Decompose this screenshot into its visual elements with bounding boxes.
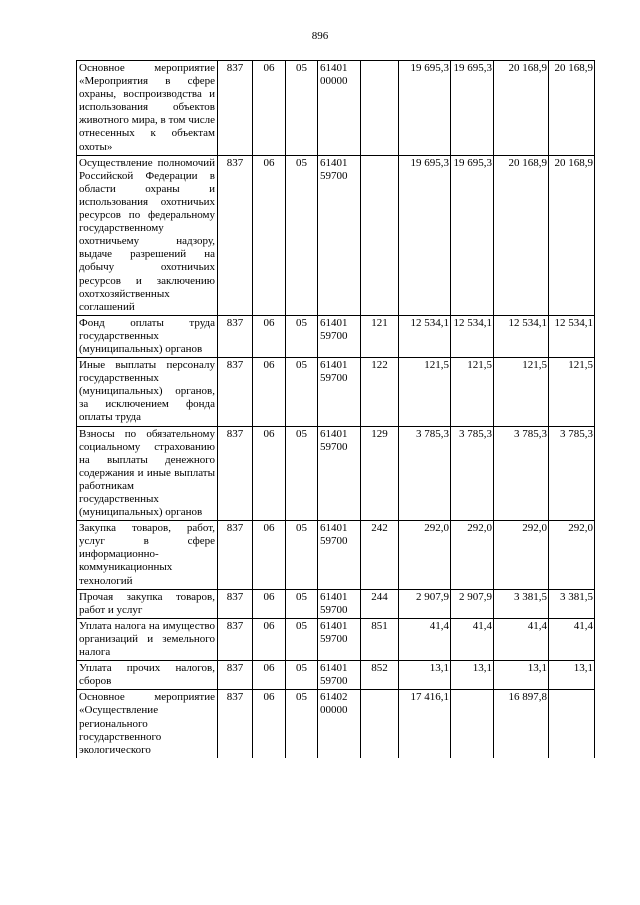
section-code-cell: 06 xyxy=(253,155,286,315)
subsection-code-cell: 05 xyxy=(286,426,318,521)
expense-type-cell xyxy=(361,155,399,315)
expense-type-cell xyxy=(361,61,399,156)
amount-cell-3: 16 897,8 xyxy=(494,690,549,758)
target-article-cell: 61401 59700 xyxy=(318,426,361,521)
target-article-cell: 61401 59700 xyxy=(318,661,361,690)
row-name-cell: Уплата налога на имущество организаций и земельного налога xyxy=(77,618,218,660)
subsection-code-cell: 05 xyxy=(286,589,318,618)
table-row xyxy=(77,358,595,426)
amount-cell-3: 41,4 xyxy=(494,618,549,660)
amount-cell-3: 3 785,3 xyxy=(494,426,549,521)
grbs-code-cell: 837 xyxy=(218,521,253,589)
section-code-cell: 06 xyxy=(253,521,286,589)
amount-cell-2: 19 695,3 xyxy=(451,61,494,156)
table-row xyxy=(77,155,595,315)
target-article-cell: 61401 59700 xyxy=(318,155,361,315)
amount-cell-3: 3 381,5 xyxy=(494,589,549,618)
subsection-code-cell: 05 xyxy=(286,661,318,690)
target-article-cell: 61401 59700 xyxy=(318,618,361,660)
row-name-cell: Взносы по обязательному социальному страхованию на выплаты денежного содержания и иные выплаты работникам государственных (муниципальных) органов xyxy=(77,426,218,521)
expense-type-cell: 244 xyxy=(361,589,399,618)
target-article-cell: 61401 59700 xyxy=(318,521,361,589)
expense-type-cell: 121 xyxy=(361,315,399,357)
amount-cell-1: 12 534,1 xyxy=(399,315,451,357)
section-code-cell: 06 xyxy=(253,426,286,521)
amount-cell-3: 292,0 xyxy=(494,521,549,589)
subsection-code-cell: 05 xyxy=(286,61,318,156)
expense-type-cell: 122 xyxy=(361,358,399,426)
row-name-cell: Прочая закупка товаров, работ и услуг xyxy=(77,589,218,618)
subsection-code-cell: 05 xyxy=(286,690,318,758)
section-code-cell: 06 xyxy=(253,61,286,156)
amount-cell-2: 292,0 xyxy=(451,521,494,589)
subsection-code-cell: 05 xyxy=(286,358,318,426)
section-code-cell: 06 xyxy=(253,315,286,357)
section-code-cell: 06 xyxy=(253,589,286,618)
target-article-cell: 61401 59700 xyxy=(318,358,361,426)
grbs-code-cell: 837 xyxy=(218,61,253,156)
table-row xyxy=(77,426,595,521)
section-code-cell: 06 xyxy=(253,661,286,690)
row-name-cell: Уплата прочих налогов, сборов xyxy=(77,661,218,690)
amount-cell-4: 20 168,9 xyxy=(549,155,595,315)
amount-cell-1: 13,1 xyxy=(399,661,451,690)
amount-cell-1: 41,4 xyxy=(399,618,451,660)
table-row xyxy=(77,61,595,156)
target-article-cell: 61401 00000 xyxy=(318,61,361,156)
expense-type-cell xyxy=(361,690,399,758)
target-article-cell: 61401 59700 xyxy=(318,589,361,618)
expense-type-cell: 851 xyxy=(361,618,399,660)
row-name-cell: Иные выплаты персоналу государственных (муниципальных) органов, за исключением фонда оплаты труда xyxy=(77,358,218,426)
table-row xyxy=(77,618,595,660)
row-name-cell: Осуществление полномочий Российской Федерации в области охраны и использования охотничьих ресурсов по федеральному государственному охотничьему надзору, выдаче разрешений на добычу охотничьих ресурсов и заключению охотхозяйственных соглашений xyxy=(77,155,218,315)
target-article-cell: 61402 00000 xyxy=(318,690,361,758)
expense-type-cell: 242 xyxy=(361,521,399,589)
grbs-code-cell: 837 xyxy=(218,618,253,660)
table-row xyxy=(77,661,595,690)
grbs-code-cell: 837 xyxy=(218,426,253,521)
amount-cell-1: 19 695,3 xyxy=(399,155,451,315)
subsection-code-cell: 05 xyxy=(286,521,318,589)
amount-cell-2 xyxy=(451,690,494,758)
amount-cell-3: 12 534,1 xyxy=(494,315,549,357)
page-number: 896 xyxy=(311,30,329,42)
section-code-cell: 06 xyxy=(253,358,286,426)
subsection-code-cell: 05 xyxy=(286,315,318,357)
expense-type-cell: 852 xyxy=(361,661,399,690)
grbs-code-cell: 837 xyxy=(218,315,253,357)
subsection-code-cell: 05 xyxy=(286,155,318,315)
amount-cell-1: 3 785,3 xyxy=(399,426,451,521)
grbs-code-cell: 837 xyxy=(218,690,253,758)
amount-cell-4: 3 381,5 xyxy=(549,589,595,618)
grbs-code-cell: 837 xyxy=(218,155,253,315)
amount-cell-1: 19 695,3 xyxy=(399,61,451,156)
expense-type-cell: 129 xyxy=(361,426,399,521)
table-body xyxy=(77,61,595,758)
amount-cell-4: 12 534,1 xyxy=(549,315,595,357)
amount-cell-2: 13,1 xyxy=(451,661,494,690)
amount-cell-4: 41,4 xyxy=(549,618,595,660)
budget-table xyxy=(76,60,595,758)
subsection-code-cell: 05 xyxy=(286,618,318,660)
amount-cell-2: 2 907,9 xyxy=(451,589,494,618)
table-row xyxy=(77,521,595,589)
amount-cell-3: 13,1 xyxy=(494,661,549,690)
grbs-code-cell: 837 xyxy=(218,589,253,618)
section-code-cell: 06 xyxy=(253,690,286,758)
amount-cell-1: 121,5 xyxy=(399,358,451,426)
amount-cell-1: 292,0 xyxy=(399,521,451,589)
amount-cell-1: 17 416,1 xyxy=(399,690,451,758)
table-row xyxy=(77,589,595,618)
amount-cell-3: 121,5 xyxy=(494,358,549,426)
amount-cell-4 xyxy=(549,690,595,758)
amount-cell-2: 121,5 xyxy=(451,358,494,426)
table-row xyxy=(77,315,595,357)
amount-cell-4: 13,1 xyxy=(549,661,595,690)
amount-cell-4: 121,5 xyxy=(549,358,595,426)
grbs-code-cell: 837 xyxy=(218,358,253,426)
amount-cell-3: 20 168,9 xyxy=(494,61,549,156)
amount-cell-4: 20 168,9 xyxy=(549,61,595,156)
amount-cell-1: 2 907,9 xyxy=(399,589,451,618)
row-name-cell: Фонд оплаты труда государственных (муниципальных) органов xyxy=(77,315,218,357)
amount-cell-2: 41,4 xyxy=(451,618,494,660)
section-code-cell: 06 xyxy=(253,618,286,660)
amount-cell-2: 12 534,1 xyxy=(451,315,494,357)
amount-cell-2: 19 695,3 xyxy=(451,155,494,315)
table-row xyxy=(77,690,595,758)
amount-cell-4: 3 785,3 xyxy=(549,426,595,521)
amount-cell-4: 292,0 xyxy=(549,521,595,589)
amount-cell-2: 3 785,3 xyxy=(451,426,494,521)
row-name-cell: Закупка товаров, работ, услуг в сфере информационно-коммуникационных технологий xyxy=(77,521,218,589)
grbs-code-cell: 837 xyxy=(218,661,253,690)
target-article-cell: 61401 59700 xyxy=(318,315,361,357)
row-name-cell: Основное мероприятие «Мероприятия в сфере охраны, воспроизводства и использования объектов животного мира, в том числе отнесенных к объектам охоты» xyxy=(77,61,218,156)
row-name-cell: Основное мероприятие «Осуществление регионального государственного экологического xyxy=(77,690,218,758)
amount-cell-3: 20 168,9 xyxy=(494,155,549,315)
